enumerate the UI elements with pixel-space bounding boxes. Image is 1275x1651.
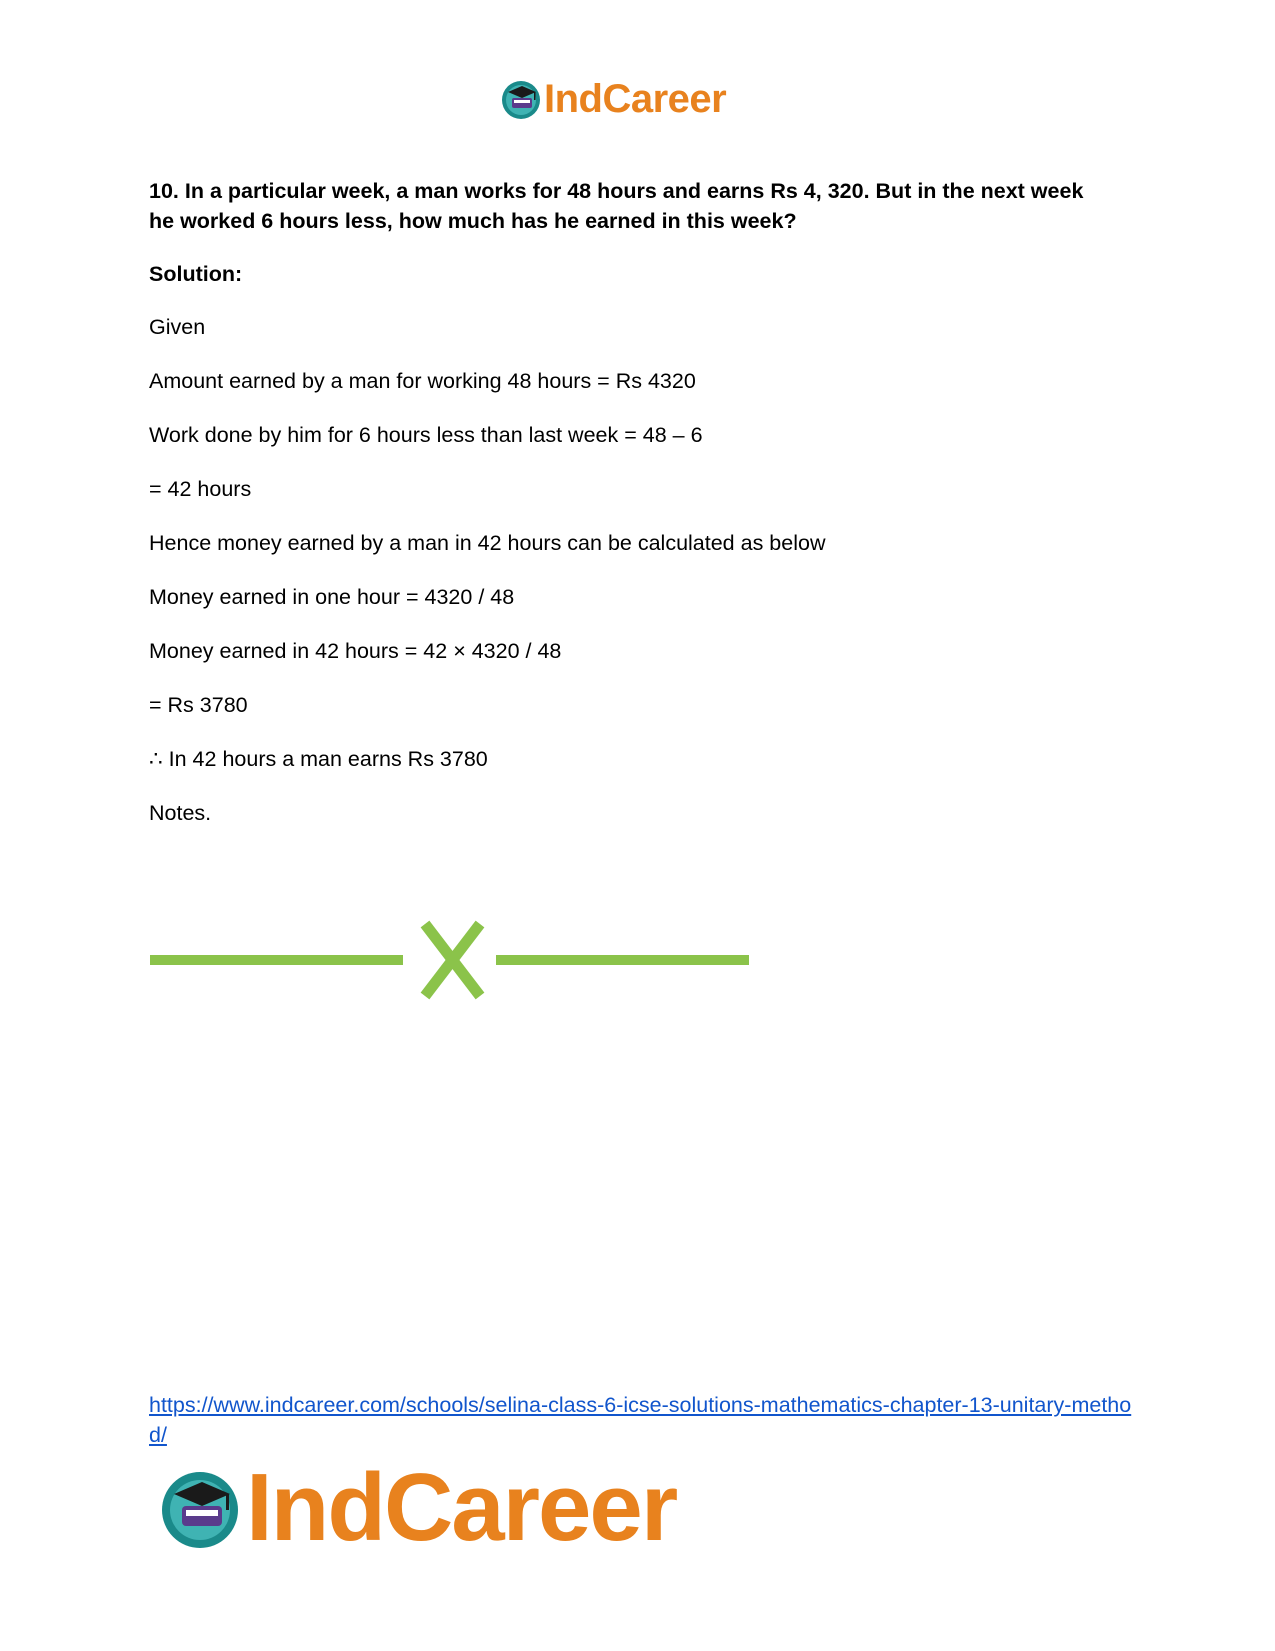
solution-line: Money earned in 42 hours = 42 × 4320 / 48 [149, 639, 562, 663]
divider-line-right [496, 955, 749, 965]
solution-line: Notes. [149, 801, 212, 825]
document-body [149, 176, 1109, 852]
globe-graduation-cap-icon [158, 1466, 242, 1550]
footer-logo-text: IndCareer [246, 1454, 677, 1561]
divider-line-left [150, 955, 403, 965]
footer-logo [158, 1454, 677, 1561]
header-logo-text: IndCareer [544, 77, 727, 121]
solution-label: Solution: [149, 262, 243, 286]
source-link[interactable]: https://www.indcareer.com/schools/selina-class-6-icse-solutions-mathematics-chapter-13-unitary-method/ [149, 1393, 1132, 1447]
section-divider [150, 920, 750, 1000]
solution-line: Work done by him for 6 hours less than last week = 48 – 6 [149, 423, 703, 447]
header-logo [500, 78, 726, 120]
globe-graduation-cap-icon [500, 78, 542, 120]
solution-line: = Rs 3780 [149, 693, 248, 717]
question-text: 10. In a particular week, a man works for 48 hours and earns Rs 4, 320. But in the next week he worked 6 hours less, how much has he earned in this week? [149, 179, 1084, 233]
divider-x-mark [425, 924, 480, 996]
solution-line: Amount earned by a man for working 48 hours = Rs 4320 [149, 369, 696, 393]
solution-line: Hence money earned by a man in 42 hours can be calculated as below [149, 531, 826, 555]
solution-line: = 42 hours [149, 477, 252, 501]
solution-line: Money earned in one hour = 4320 / 48 [149, 585, 515, 609]
solution-line: Given [149, 315, 206, 339]
solution-line: ∴ In 42 hours a man earns Rs 3780 [149, 747, 488, 771]
